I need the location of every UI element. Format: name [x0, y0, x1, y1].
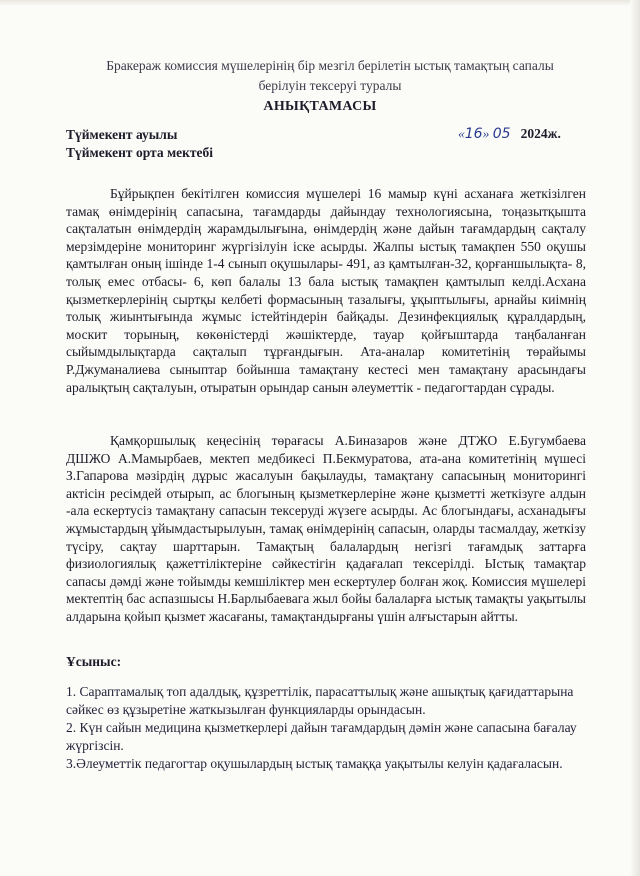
recommendation-item-2: 2. Күн сайын медицина қызметкерлері дайын тағамдардың дәмін және сапасына бағалау жүргізсін.	[66, 720, 577, 753]
date-month-handwritten: 05	[492, 126, 511, 142]
recommendation-item-1: 1. Сараптамалық топ адалдық, құзреттілік, парасаттылық және ашықтық қағидаттарына сәйкес өз құзыретіне жаткызылған функцияларды орындасын.	[66, 684, 574, 717]
village-name: Түймекент ауылы	[66, 127, 178, 142]
recommendation-item-3: 3.Әлеуметтік педагогтар оқушылардың ыстық тамаққа уақытылы келуін қадағаласын.	[66, 756, 563, 771]
document-date	[458, 126, 561, 142]
scan-shadow-top	[0, 0, 640, 6]
document-title: АНЫҚТАМАСЫ	[263, 99, 377, 114]
header-line-1: Бракераж комиссия мүшелерінің бір мезгіл берілетін ыстық тамақтың сапалы	[106, 58, 554, 73]
school-name: Түймекент орта мектебі	[66, 145, 214, 160]
date-close-quote: »	[482, 126, 490, 141]
document-header	[100, 56, 560, 96]
header-line-2: берілуін тексеруі туралы	[258, 78, 402, 93]
recommendations-heading: Ұсыныс:	[66, 654, 122, 669]
body-paragraph-2: Қамқоршылық кеңесінің төрағасы А.Биназаров және ДТЖО Е.Бугумбаева ДШЖО А.Мамырбаев, мектеп медбикесі П.Бекмуратова, ата-ана комитетінің мүшесі З.Гапарова мәзірдің дұрыс жасалуын бақылауды, тамақтану сапасының мониторингі актісін ресімдей отырып, ас блогының қызметкерлеріне және қызметті жеткізуге алдын -ала ескертусіз тамақтану сапасын тексеруді жүзеге асырды. Ас блогындағы, асханадығы жұмыстардың ұйымдастырылуын, тамақ өнімдерінің сапасын, оларды тасмалдау, жеткізу түсіру, сақтау шарттарын. Тамақтың балалардың негізгі тағамдық заттарға физиологиялық қажеттіліктеріне сәйкестігін қадағалап тексерілді. Ыстық тамақтар сапасы дәмді және тойымды кемшіліктер мен ескертулер болған жоқ. Комиссия мүшелері мектептің бас аспазшысы Н.Барлыбаевага жыл бойы балаларға ыстық тамақты уақытылы алдарына қойып қызмет жасағаны, тамақтандырғаны үшін алғыстарын айтты.	[66, 433, 586, 624]
date-open-quote: «	[458, 126, 465, 141]
scan-shadow-right	[630, 0, 640, 876]
body-paragraph-1: Бұйрықпен бекітілген комиссия мүшелері 16 мамыр күні асханаға жеткізілген тамақ өнімдерінің сапасына, тағамдарды дайындау технологиясына, тоңазытқышта сақталатын өнімдердің жарамдылығына, өнімдердің және дайын тағамдардың сақталу мерзімдеріне мониторинг жүргізілуін іске асырды. Жалпы ыстық тамақпен 550 оқушы қамтылған оның ішінде 1-4 сынып оқушылары- 491, аз қамтылған-32, қорғаншылықта- 8, толық емес отбасы- 6, көп балалы 13 бала ыстық тамақпен қамтылып келді.Асхана қызметкерлерінің сыртқы келбеті формасының тазалығы, ұқыптылығы, арнайы киімнің толық жиынтығында жұмыс істейтіндерін байқады. Дезинфекциялық құралдардың, москит торының, көкөністерді жәшіктерде, тауар қойғыштарда таңбаланған сыйымдылықтарда сақталып тұрғандығын. Ата-аналар комитетінің төрайымы Р.Джуманалиева сыныптар бойынша тамақтану кестесі мен тамақтану арасындағы аралықтың сақталуын, отыратын орындар санын әлеуметтік - педагогтардан сұрады.	[66, 186, 586, 395]
date-day-handwritten: 16	[464, 126, 483, 142]
date-year: 2024ж.	[520, 126, 561, 141]
place-block	[66, 126, 213, 162]
